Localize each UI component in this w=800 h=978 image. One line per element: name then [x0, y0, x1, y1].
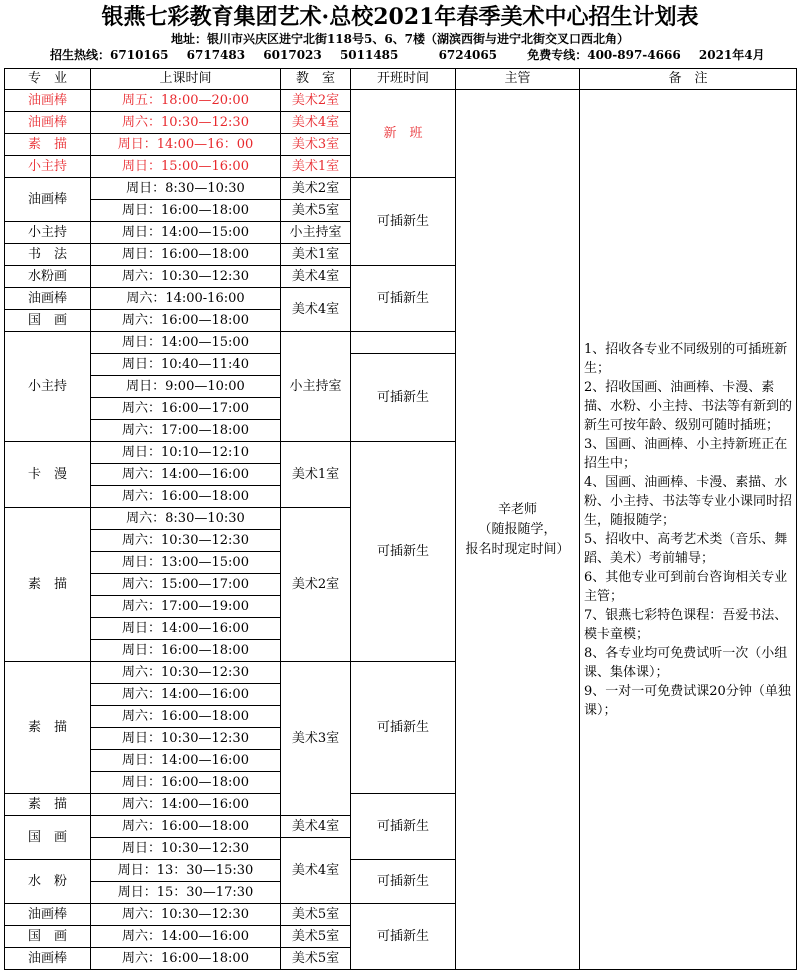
date: 2021年4月 [698, 48, 765, 62]
time-cell: 周六：14:00—16:00 [91, 926, 281, 948]
subject-cell: 小主持 [5, 332, 91, 442]
time-cell: 周日：16:00—18:00 [91, 244, 281, 266]
time-cell: 周日：14:00—16:00 [91, 750, 281, 772]
time-cell: 周六：14:00-16:00 [91, 288, 281, 310]
column-header: 开班时间 [351, 69, 456, 90]
room-cell: 小主持室 [281, 222, 351, 244]
open-time-cell: 可插新生 [351, 794, 456, 860]
time-cell: 周日：10:30—12:30 [91, 838, 281, 860]
subject-cell: 油画棒 [5, 948, 91, 970]
note-item: 9、一对一可免费试课20分钟（单独课）； [584, 683, 791, 718]
subject-cell: 油画棒 [5, 90, 91, 112]
open-time-cell: 可插新生 [351, 442, 456, 662]
time-cell: 周日：8:30—10:30 [91, 178, 281, 200]
hotline-label: 招生热线：6710165 [50, 48, 169, 62]
subject-cell: 水 粉 [5, 860, 91, 904]
time-cell: 周日：9:00—10:00 [91, 376, 281, 398]
room-cell: 美术5室 [281, 926, 351, 948]
time-cell: 周日：13:00—15:00 [91, 552, 281, 574]
time-cell: 周六：14:00—16:00 [91, 684, 281, 706]
open-time-cell: 可插新生 [351, 860, 456, 904]
time-cell: 周日：10:10—12:10 [91, 442, 281, 464]
subject-cell: 国 画 [5, 310, 91, 332]
column-header: 教 室 [281, 69, 351, 90]
subject-cell: 素 描 [5, 662, 91, 794]
column-header: 备 注 [580, 69, 797, 90]
free-line: 免费专线：400-897-4666 [527, 48, 681, 62]
note-item: 2、招收国画、油画棒、卡漫、素描、水粉、小主持、书法等有新到的新生可按年龄、级别可随时插班； [584, 379, 793, 433]
phone-number: 6724065 [438, 48, 498, 62]
time-cell: 周日：16:00—18:00 [91, 772, 281, 794]
note-item: 5、招收中、高考艺术类（音乐、舞蹈、美术）考前辅导； [584, 531, 788, 566]
notes-cell [580, 90, 797, 970]
room-cell: 美术1室 [281, 442, 351, 508]
time-cell: 周六：17:00—18:00 [91, 420, 281, 442]
time-cell: 周日：14:00—15:00 [91, 332, 281, 354]
room-cell: 美术1室 [281, 156, 351, 178]
manager-note: （随报随学， [478, 521, 557, 537]
time-cell: 周日：15：30—17:30 [91, 882, 281, 904]
room-cell: 美术4室 [281, 288, 351, 332]
column-header: 主管 [456, 69, 580, 90]
room-cell: 美术5室 [281, 904, 351, 926]
table-row [5, 90, 797, 112]
time-cell: 周日：14:00—15:00 [91, 222, 281, 244]
room-cell: 美术4室 [281, 266, 351, 288]
time-cell: 周六：16:00—18:00 [91, 486, 281, 508]
time-cell: 周六：17:00—19:00 [91, 596, 281, 618]
subject-cell: 国 画 [5, 816, 91, 860]
subject-cell: 卡 漫 [5, 442, 91, 508]
open-time-cell: 可插新生 [351, 266, 456, 332]
subject-cell: 油画棒 [5, 178, 91, 222]
manager-cell [456, 90, 580, 970]
time-cell: 周日：15:00—16:00 [91, 156, 281, 178]
open-time-cell: 可插新生 [351, 662, 456, 794]
manager-note: 报名时现定时间） [465, 541, 570, 557]
room-cell: 美术4室 [281, 112, 351, 134]
schedule-table [4, 68, 797, 970]
time-cell: 周六：10:30—12:30 [91, 266, 281, 288]
note-item: 6、其他专业可到前台咨询相关专业主管； [584, 569, 788, 604]
table-header-row [5, 69, 797, 90]
time-cell: 周六：15:00—17:00 [91, 574, 281, 596]
time-cell: 周日：10:30—12:30 [91, 728, 281, 750]
open-time-cell: 可插新生 [351, 904, 456, 970]
time-cell: 周日：16:00—18:00 [91, 640, 281, 662]
room-cell: 美术5室 [281, 948, 351, 970]
column-header: 上课时间 [91, 69, 281, 90]
room-cell: 美术1室 [281, 244, 351, 266]
column-header: 专 业 [5, 69, 91, 90]
subject-cell: 水粉画 [5, 266, 91, 288]
phone-number: 5011485 [339, 48, 399, 62]
open-time-cell: 新 班 [351, 90, 456, 178]
room-cell: 小主持室 [281, 332, 351, 442]
room-cell: 美术3室 [281, 662, 351, 816]
room-cell: 美术2室 [281, 508, 351, 662]
subject-cell: 素 描 [5, 794, 91, 816]
time-cell: 周日：10:40—11:40 [91, 354, 281, 376]
phone-number: 6717483 [186, 48, 246, 62]
subject-cell: 国 画 [5, 926, 91, 948]
time-cell: 周六：10:30—12:30 [91, 530, 281, 552]
time-cell: 周六：10:30—12:30 [91, 112, 281, 134]
time-cell: 周六：16:00—18:00 [91, 310, 281, 332]
time-cell: 周五：18:00—20:00 [91, 90, 281, 112]
room-cell: 美术5室 [281, 200, 351, 222]
note-item: 1、招收各专业不同级别的可插班新生； [584, 341, 788, 376]
open-time-cell [351, 332, 456, 354]
open-time-cell: 可插新生 [351, 354, 456, 442]
time-cell: 周六：8:30—10:30 [91, 508, 281, 530]
time-cell: 周六：14:00—16:00 [91, 794, 281, 816]
note-item: 8、各专业均可免费试听一次（小组课、集体课）； [584, 645, 788, 680]
time-cell: 周六：10:30—12:30 [91, 662, 281, 684]
manager-name: 辛老师 [497, 501, 537, 517]
open-time-cell: 可插新生 [351, 178, 456, 266]
phone-number: 6017023 [263, 48, 322, 62]
time-cell: 周六：10:30—12:30 [91, 904, 281, 926]
time-cell: 周六：16:00—18:00 [91, 948, 281, 970]
time-cell: 周六：16:00—18:00 [91, 706, 281, 728]
subject-cell: 书 法 [5, 244, 91, 266]
subject-cell: 素 描 [5, 134, 91, 156]
subject-cell: 油画棒 [5, 112, 91, 134]
room-cell: 美术4室 [281, 838, 351, 904]
time-cell: 周日：16:00—18:00 [91, 200, 281, 222]
room-cell: 美术4室 [281, 816, 351, 838]
time-cell: 周六：16:00—18:00 [91, 816, 281, 838]
time-cell: 周日：14:00—16：00 [91, 134, 281, 156]
subject-cell: 油画棒 [5, 904, 91, 926]
page-title: 银燕七彩教育集团艺术·总校2021年春季美术中心招生计划表 [101, 4, 699, 30]
subject-cell: 油画棒 [5, 288, 91, 310]
time-cell: 周六：14:00—16:00 [91, 464, 281, 486]
room-cell: 美术3室 [281, 134, 351, 156]
time-cell: 周日：13：30—15:30 [91, 860, 281, 882]
hotline-line [0, 47, 800, 64]
time-cell: 周六：16:00—17:00 [91, 398, 281, 420]
subject-cell: 小主持 [5, 222, 91, 244]
note-item: 7、银燕七彩特色课程：吾爱书法、模卡童模； [584, 607, 788, 642]
address-line: 地址：银川市兴庆区进宁北街118号5、6、7楼（湖滨西街与进宁北街交叉口西北角） [170, 32, 630, 46]
subject-cell: 素 描 [5, 508, 91, 662]
time-cell: 周日：14:00—16:00 [91, 618, 281, 640]
room-cell: 美术2室 [281, 90, 351, 112]
note-item: 3、国画、油画棒、小主持新班正在招生中； [584, 436, 788, 471]
subject-cell: 小主持 [5, 156, 91, 178]
note-item: 4、国画、油画棒、卡漫、素描、水粉、小主持、书法等专业小课同时招生，随报随学； [584, 474, 793, 528]
room-cell: 美术2室 [281, 178, 351, 200]
